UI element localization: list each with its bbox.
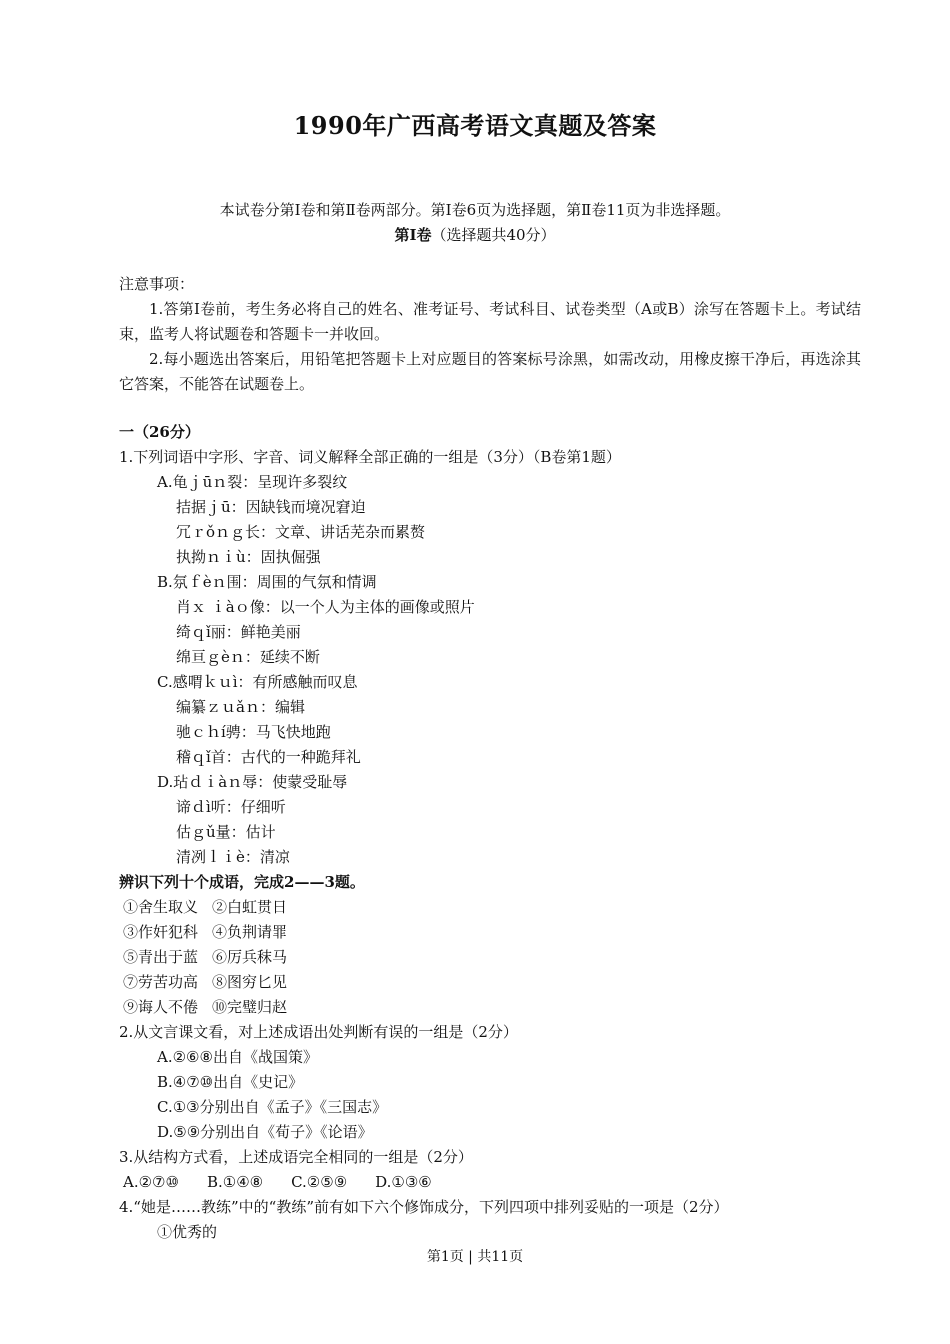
- q1-option-a-item: 冗ｒǒｎｇ长：文章、讲话芜杂而累赘: [176, 523, 426, 541]
- idiom: ④负荆请罪: [212, 923, 288, 941]
- idiom: ⑨诲人不倦: [123, 998, 199, 1016]
- idiom: ⑥厉兵秣马: [212, 948, 288, 966]
- question-4-stem: 4.“她是……教练”中的“教练”前有如下六个修饰成分，下列四项中排列妥贴的一项是（2分）: [119, 1198, 729, 1216]
- q1-option-c-item: 编纂ｚｕǎｎ：编辑: [176, 698, 305, 716]
- notes-section: [119, 272, 861, 397]
- q2-option: B.④⑦⑩出自《史记》: [157, 1073, 304, 1091]
- question-2-stem: 2.从文言课文看，对上述成语出处判断有误的一组是（2分）: [119, 1023, 518, 1041]
- q3-option: D.①③⑥: [375, 1173, 432, 1191]
- part-label: 第Ⅰ卷: [394, 226, 432, 244]
- idiom: ⑧图穷匕见: [212, 973, 288, 991]
- idiom: ⑩完璧归赵: [212, 998, 288, 1016]
- idiom: ①舍生取义: [123, 898, 199, 916]
- page-title: 1990年广西高考语文真题及答案: [293, 111, 657, 140]
- q1-option-c: C.感喟ｋｕì：有所感触而叹息: [157, 673, 358, 691]
- q1-option-c-item: 驰ｃｈí骋：马飞快地跑: [176, 723, 331, 741]
- idiom: ⑦劳苦功高: [123, 973, 199, 991]
- q1-option-a-item: 执拗ｎｉù：固执倔强: [176, 548, 321, 566]
- q1-option-b-item: 绮ｑǐ丽：鲜艳美丽: [176, 623, 301, 641]
- idiom-row: [119, 970, 861, 995]
- q2-option: C.①③分别出自《孟子》《三国志》: [157, 1098, 388, 1116]
- question-3-stem: 3.从结构方式看，上述成语完全相同的一组是（2分）: [119, 1148, 473, 1166]
- q1-option-a-item: 拮据ｊū：因缺钱而境况窘迫: [176, 498, 366, 516]
- idiom-row: [119, 945, 861, 970]
- q1-option-b-item: 绵亘ｇèｎ：延续不断: [176, 648, 320, 666]
- q3-option: A.②⑦⑩: [123, 1173, 179, 1191]
- idiom-heading: 辨识下列十个成语，完成2——3题。: [119, 873, 365, 891]
- idiom: ⑤青出于蓝: [123, 948, 199, 966]
- section-heading: 一（26分）: [119, 423, 200, 441]
- q1-option-b: B.氛ｆèｎ围：周围的气氛和情调: [157, 573, 377, 591]
- idiom: ③作奸犯科: [123, 923, 199, 941]
- page-footer: 第1页 | 共11页: [426, 1249, 524, 1265]
- idiom: ②白虹贯日: [212, 898, 288, 916]
- note-item-2: 2.每小题选出答案后，用铅笔把答题卡上对应题目的答案标号涂黑，如需改动，用橡皮擦干净后，再选涂其它答案，不能答在试题卷上。: [119, 350, 861, 393]
- notes-heading: 注意事项：: [119, 275, 195, 293]
- q1-option-d-item: 谛ｄì听：仔细听: [176, 798, 286, 816]
- q1-option-a: A.龟ｊūｎ裂：呈现许多裂纹: [157, 473, 348, 491]
- q2-option: A.②⑥⑧出自《战国策》: [157, 1048, 318, 1066]
- q3-option: B.①④⑧: [206, 1173, 264, 1191]
- q1-option-b-item: 肖ｘ ｉàｏ像：以一个人为主体的画像或照片: [176, 598, 475, 616]
- q3-option: C.②⑤⑨: [291, 1173, 348, 1191]
- part-note: （选择题共40分）: [431, 226, 556, 244]
- q2-option: D.⑤⑨分别出自《荀子》《论语》: [157, 1123, 373, 1141]
- section-one: [119, 420, 861, 1245]
- q3-options: [119, 1170, 861, 1195]
- q1-option-d: D.玷ｄｉàｎ辱：使蒙受耻辱: [157, 773, 348, 791]
- q1-option-c-item: 稽ｑǐ首：古代的一种跪拜礼: [176, 748, 361, 766]
- intro-line: 本试卷分第Ⅰ卷和第Ⅱ卷两部分。第Ⅰ卷6页为选择题，第Ⅱ卷11页为非选择题。: [219, 201, 731, 219]
- q4-item: ①优秀的: [157, 1223, 218, 1241]
- idiom-row: [119, 920, 861, 945]
- q1-option-d-item: 清冽ｌｉè：清凉: [176, 848, 290, 866]
- idiom-row: [119, 895, 861, 920]
- q1-option-d-item: 估ｇǔ量：估计: [176, 823, 276, 841]
- question-1-stem: 1.下列词语中字形、字音、词义解释全部正确的一组是（3分）（B卷第1题）: [119, 448, 621, 466]
- part-heading: [0, 223, 950, 248]
- note-item-1: 1.答第Ⅰ卷前，考生务必将自己的姓名、准考证号、考试科目、试卷类型（A或B）涂写在答题卡上。考试结束，监考人将试题卷和答题卡一并收回。: [119, 300, 861, 343]
- idiom-row: [119, 995, 861, 1020]
- exam-intro: [0, 198, 950, 248]
